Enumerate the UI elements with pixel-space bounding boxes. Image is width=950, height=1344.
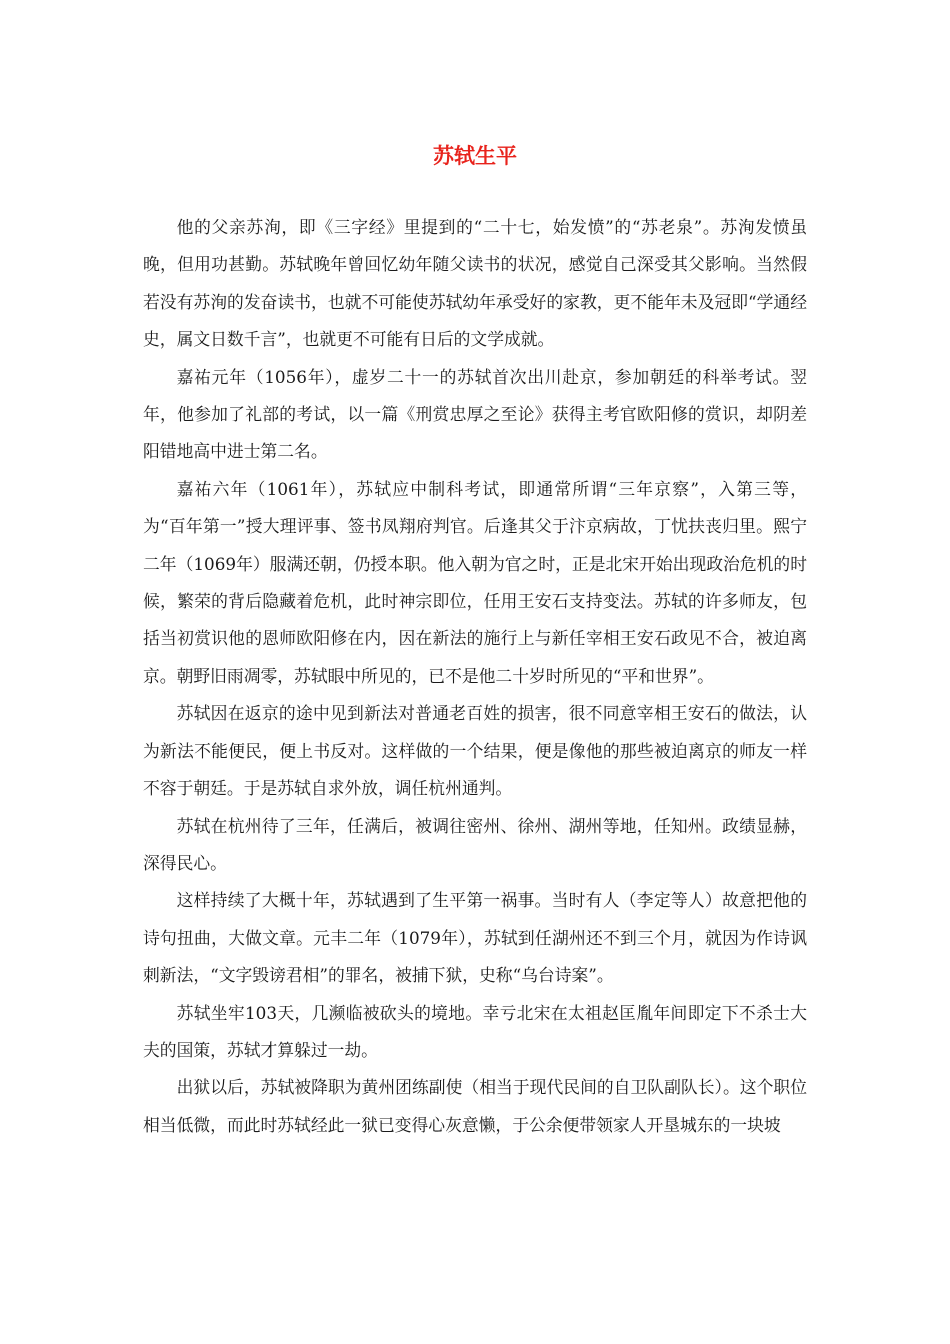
paragraph-huangzhou: 出狱以后，苏轼被降职为黄州团练副使（相当于现代民间的自卫队副队长）。这个职位相当低微，而此时苏轼经此一狱已变得心灰意懒，于公余便带领家人开垦城东的一块坡: [143, 1077, 807, 1135]
paragraph-prison: 苏轼坐牢103天，几濒临被砍头的境地。幸亏北宋在太祖赵匡胤年间即定下不杀士大夫的国策，苏轼才算躲过一劫。: [143, 1002, 807, 1060]
paragraph-reform: 苏轼因在返京的途中见到新法对普通老百姓的损害，很不同意宰相王安石的做法，认为新法不能便民，便上书反对。这样做的一个结果，便是像他的那些被迫离京的师友一样不容于朝廷。于是苏轼自求外放，调任杭州通判。: [143, 703, 807, 799]
paragraph-hangzhou: 苏轼在杭州待了三年，任满后，被调往密州、徐州、湖州等地，任知州。政绩显赫，深得民心。: [143, 815, 807, 873]
paragraph-career: 嘉祐六年（1061年），苏轼应中制科考试，即通常所谓“三年京察”，入第三等，为“百年第一”授大理评事、签书凤翔府判官。后逢其父于汴京病故，丁忧扶丧归里。熙宁二年（1069年）服满还朝，仍授本职。他入朝为官之时，正是北宋开始出现政治危机的时候，繁荣的背后隐藏着危机，此时神宗即位，任用王安石支持变法。苏轼的许多师友，包括当初赏识他的恩师欧阳修在内，因在新法的施行上与新任宰相王安石政见不合，被迫离京。朝野旧雨凋零，苏轼眼中所见的，已不是他二十岁时所见的“平和世界”。: [143, 478, 807, 686]
paragraph-wutai-case: 这样持续了大概十年，苏轼遇到了生平第一祸事。当时有人（李定等人）故意把他的诗句扭曲，大做文章。元丰二年（1079年），苏轼到任湖州还不到三个月，就因为作诗讽刺新法，“文字毁谤君相”的罪名，被捕下狱，史称“乌台诗案”。: [143, 890, 807, 986]
article-body: [143, 209, 807, 1144]
paragraph-exam: 嘉祐元年（1056年），虚岁二十一的苏轼首次出川赴京，参加朝廷的科举考试。翌年，他参加了礼部的考试，以一篇《刑赏忠厚之至论》获得主考官欧阳修的赏识，却阴差阳错地高中进士第二名。: [143, 366, 807, 462]
paragraph-father: 他的父亲苏洵，即《三字经》里提到的“二十七，始发愤”的“苏老泉”。苏洵发愤虽晚，但用功甚勤。苏轼晚年曾回忆幼年随父读书的状况，感觉自己深受其父影响。当然假若没有苏洵的发奋读书，也就不可能使苏轼幼年承受好的家教，更不能年未及冠即“学通经史，属文日数千言”，也就更不可能有日后的文学成就。: [143, 217, 807, 350]
page-title: 苏轼生平: [433, 143, 517, 168]
